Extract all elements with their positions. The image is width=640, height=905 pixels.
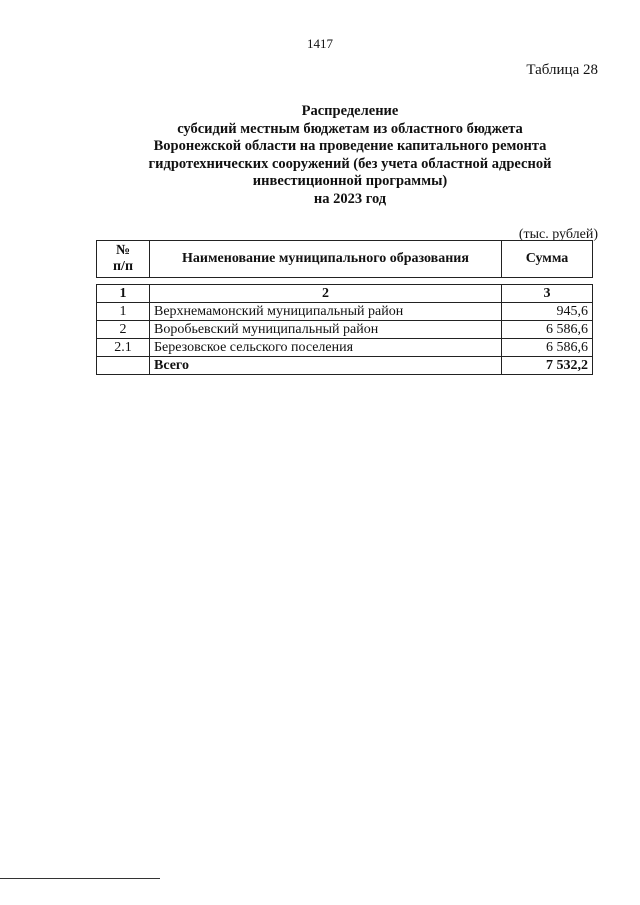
units-label: (тыс. рублей) — [518, 227, 598, 242]
column-number: 2 — [150, 285, 502, 303]
header-name: Наименование муниципального образования — [150, 241, 502, 278]
footnote-divider — [0, 878, 160, 879]
document-title — [100, 103, 600, 208]
title-line: инвестиционной программы) — [252, 173, 448, 189]
total-label: Всего — [150, 357, 502, 375]
table-body — [96, 284, 593, 375]
row-sum: 6 586,6 — [502, 339, 593, 357]
title-line: Воронежской области на проведение капитального ремонта — [153, 138, 547, 154]
total-sum: 7 532,2 — [502, 357, 593, 375]
row-name: Верхнемамонский муниципальный район — [150, 303, 502, 321]
total-number — [97, 357, 150, 375]
column-numbers-row — [97, 285, 593, 303]
row-number: 1 — [97, 303, 150, 321]
table-label: Таблица 28 — [526, 62, 598, 78]
table-header — [96, 240, 593, 278]
row-number: 2.1 — [97, 339, 150, 357]
header-number — [97, 241, 150, 278]
row-sum: 945,6 — [502, 303, 593, 321]
header-sum: Сумма — [502, 241, 593, 278]
title-line: субсидий местным бюджетам из областного бюджета — [177, 120, 523, 137]
row-sum: 6 586,6 — [502, 321, 593, 339]
table-row — [97, 321, 593, 339]
title-line: на 2023 год — [313, 190, 387, 207]
title-line: гидротехнических сооружений (без учета областной адресной — [148, 155, 552, 172]
total-row — [97, 357, 593, 375]
column-number: 1 — [97, 285, 150, 303]
row-number: 2 — [97, 321, 150, 339]
title-line: Распределение — [301, 103, 399, 119]
header-number-line2: п/п — [112, 259, 134, 274]
row-name: Березовское сельского поселения — [150, 339, 502, 357]
header-number-line1: № — [115, 243, 131, 258]
table-row — [97, 303, 593, 321]
page-number: 1417 — [307, 36, 333, 51]
table-row — [97, 339, 593, 357]
column-number: 3 — [502, 285, 593, 303]
row-name: Воробьевский муниципальный район — [150, 321, 502, 339]
